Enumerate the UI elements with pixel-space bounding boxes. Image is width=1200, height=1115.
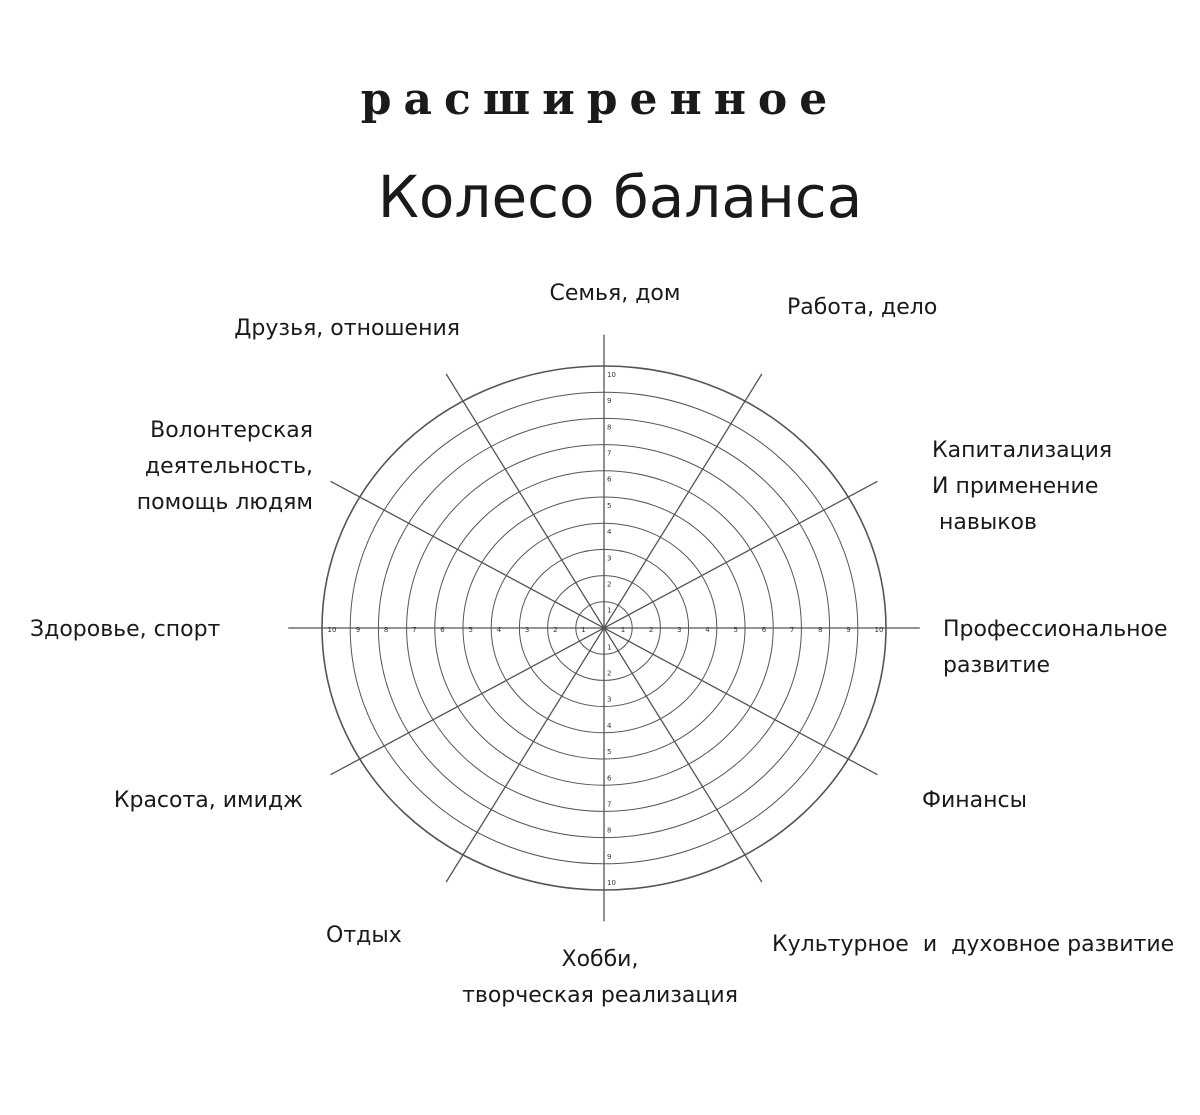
scale-tick-down-5: 5 [607,748,612,757]
scale-tick-down-10: 10 [607,879,616,888]
scale-tick-down-2: 2 [607,669,612,678]
sector-label-friends: Друзья, отношения [234,316,460,341]
sector-label-volunteer: Волонтерская деятельность, помощь людям [136,418,313,515]
scale-tick-up-4: 4 [607,528,612,537]
scale-tick-down-8: 8 [607,826,612,835]
sector-label-family: Семья, дом [549,281,681,306]
scale-tick-left-8: 8 [383,626,389,634]
scale-tick-left-5: 5 [468,626,473,634]
scale-tick-left-10: 10 [327,626,337,634]
scale-tick-right-9: 9 [846,626,851,634]
scale-tick-left-3: 3 [524,626,530,634]
sector-label-finance: Финансы [922,788,1027,813]
scale-tick-left-6: 6 [440,626,445,634]
scale-tick-right-6: 6 [761,626,767,634]
sector-label-health: Здоровье, спорт [30,617,221,642]
sector-label-professional: Профессиональное развитие [943,617,1168,678]
scale-tick-left-7: 7 [412,626,417,634]
scale-tick-down-4: 4 [607,721,612,730]
scale-tick-right-8: 8 [818,626,823,634]
scale-tick-right-7: 7 [789,626,795,634]
scale-tick-up-6: 6 [607,475,612,484]
sector-label-beauty: Красота, имидж [113,788,303,813]
scale-tick-right-2: 2 [648,626,654,634]
scale-tick-down-1: 1 [607,643,612,652]
scale-tick-up-7: 7 [607,449,612,458]
scale-tick-down-3: 3 [607,695,612,704]
scale-tick-left-2: 2 [553,626,558,634]
scale-tick-left-9: 9 [355,626,361,634]
scale-tick-up-3: 3 [607,554,612,563]
sector-label-culture: Культурное и духовное развитие [772,932,1175,957]
sector-label-capitalization: Капитализация И применение навыков [932,438,1113,535]
scale-tick-up-8: 8 [607,423,612,432]
scale-tick-left-4: 4 [496,626,502,634]
wheel-title: Колесо баланса [377,163,863,231]
scale-tick-up-10: 10 [607,370,616,379]
scale-tick-down-6: 6 [607,774,612,783]
scale-tick-right-1: 1 [620,626,626,634]
scale-tick-down-7: 7 [607,800,612,809]
scale-tick-right-10: 10 [874,626,884,634]
scale-tick-up-9: 9 [607,397,612,406]
scale-tick-down-9: 9 [607,852,612,861]
sector-label-hobby: Хобби, творческая реализация [462,947,738,1008]
sector-label-rest: Отдых [326,923,402,948]
sector-label-work: Работа, дело [787,295,938,320]
scale-tick-right-5: 5 [733,626,738,634]
scale-tick-right-4: 4 [705,626,710,634]
wheel-subtitle: расширенное [360,74,840,125]
scale-tick-up-5: 5 [607,501,612,510]
scale-tick-left-1: 1 [581,626,586,634]
scale-tick-up-1: 1 [607,606,612,615]
scale-tick-up-2: 2 [607,580,612,589]
scale-tick-right-3: 3 [677,626,682,634]
